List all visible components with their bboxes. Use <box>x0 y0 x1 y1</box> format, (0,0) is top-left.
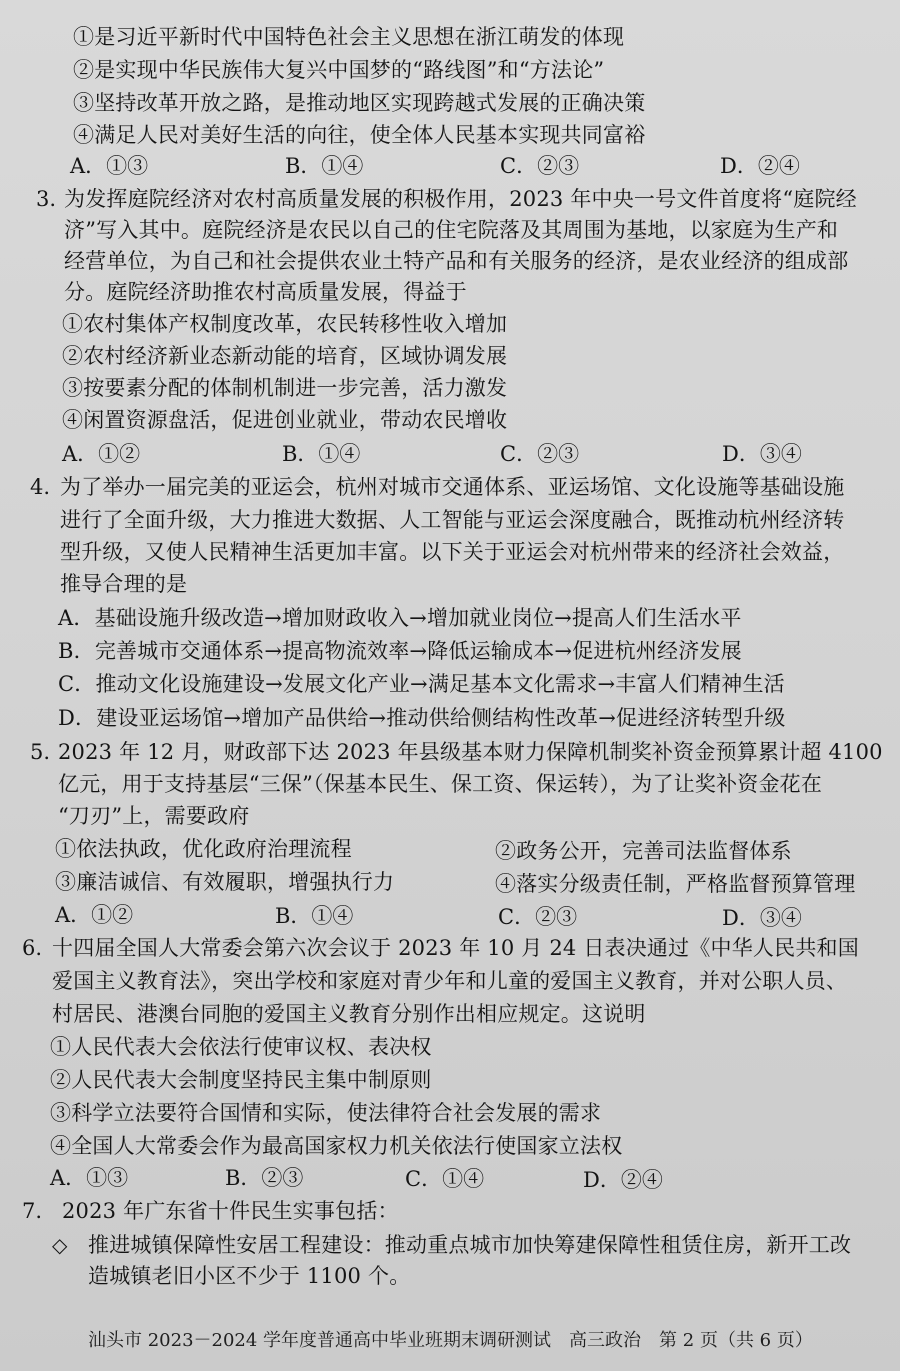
q2-choice-c: C．②③ <box>500 154 580 178</box>
q3-stem-line-1: 为发挥庭院经济对农村高质量发展的积极作用，2023 年中央一号文件首度将“庭院经 <box>64 187 857 211</box>
q2-choice-a: A．①③ <box>70 154 149 178</box>
q5-option-2: ②政务公开，完善司法监督体系 <box>495 839 792 863</box>
q5-stem-line-3: “刀刃”上，需要政府 <box>58 804 250 828</box>
q3-choice-d: D．③④ <box>722 442 802 466</box>
q5-choice-b: B．①④ <box>275 904 354 928</box>
q5-stem-line-1: 2023 年 12 月，财政部下达 2023 年县级基本财力保障机制奖补资金预算累计超 4100 <box>58 740 883 764</box>
q3-option-3: ③按要素分配的体制机制进一步完善，活力激发 <box>62 376 508 400</box>
q7-item-line-2: 造城镇老旧小区不少于 1100 个。 <box>88 1264 411 1288</box>
q6-option-2: ②人民代表大会制度坚持民主集中制原则 <box>50 1068 432 1092</box>
q4-stem-line-4: 推导合理的是 <box>60 572 188 596</box>
q3-choice-c: C．②③ <box>500 442 580 466</box>
q3-option-4: ④闲置资源盘活，促进创业就业，带动农民增收 <box>62 408 508 432</box>
q6-choice-c: C．①④ <box>405 1167 485 1191</box>
q2-choice-b: B．①④ <box>285 154 364 178</box>
q2-option-4: ④满足人民对美好生活的向往，使全体人民基本实现共同富裕 <box>73 123 646 147</box>
q5-option-1: ①依法执政，优化政府治理流程 <box>55 837 352 861</box>
q6-number: 6. <box>22 936 43 960</box>
q3-option-2: ②农村经济新业态新动能的培育，区域协调发展 <box>62 344 508 368</box>
q3-stem-line-4: 分。庭院经济助推农村高质量发展，得益于 <box>64 280 467 304</box>
q6-option-4: ④全国人大常委会作为最高国家权力机关依法行使国家立法权 <box>50 1134 623 1158</box>
q5-stem-line-2: 亿元，用于支持基层“三保”（保基本民生、保工资、保运转），为了让奖补资金花在 <box>58 772 823 796</box>
q5-choice-d: D．③④ <box>722 906 802 930</box>
q2-option-3: ③坚持改革开放之路，是推动地区实现跨越式发展的正确决策 <box>73 91 646 115</box>
q3-option-1: ①农村集体产权制度改革，农民转移性收入增加 <box>62 312 508 336</box>
q3-stem-line-3: 经营单位，为自己和社会提供农业土特产品和有关服务的经济，是农业经济的组成部 <box>64 249 849 273</box>
q5-option-4: ④落实分级责任制，严格监督预算管理 <box>495 872 856 896</box>
q5-number: 5. <box>30 740 51 764</box>
q4-number: 4. <box>30 475 51 499</box>
q4-option-a: A．基础设施升级改造→增加财政收入→增加就业岗位→提高人们生活水平 <box>58 606 742 630</box>
q6-choice-a: A．①③ <box>50 1166 129 1190</box>
q5-choice-c: C．②③ <box>498 905 578 929</box>
q4-option-b: B．完善城市交通体系→提高物流效率→降低运输成本→促进杭州经济发展 <box>58 639 742 663</box>
q2-option-2: ②是实现中华民族伟大复兴中国梦的“路线图”和“方法论” <box>73 58 605 82</box>
q7-item-line-1: 推进城镇保障性安居工程建设：推动重点城市加快筹建保障性租赁住房，新开工改 <box>88 1233 852 1257</box>
q3-choice-a: A．①② <box>62 442 141 466</box>
q5-choice-a: A．①② <box>55 903 134 927</box>
diamond-bullet-icon: ◇ <box>52 1233 68 1257</box>
q3-stem-line-2: 济”写入其中。庭院经济是农民以自己的住宅院落及其周围为基地，以家庭为生产和 <box>64 218 839 242</box>
q6-choice-b: B．②③ <box>225 1166 304 1190</box>
q5-option-3: ③廉洁诚信、有效履职，增强执行力 <box>55 870 395 894</box>
q2-option-1: ①是习近平新时代中国特色社会主义思想在浙江萌发的体现 <box>73 25 625 49</box>
q6-stem-line-2: 爱国主义教育法》，突出学校和家庭对青少年和儿童的爱国主义教育，并对公职人员、 <box>52 969 848 993</box>
q4-stem-line-2: 进行了全面升级，大力推进大数据、人工智能与亚运会深度融合，既推动杭州经济转 <box>60 508 845 532</box>
q6-option-1: ①人民代表大会依法行使审议权、表决权 <box>50 1035 432 1059</box>
q6-stem-line-3: 村居民、港澳台同胞的爱国主义教育分别作出相应规定。这说明 <box>52 1002 646 1026</box>
q2-choice-d: D．②④ <box>720 154 800 178</box>
q6-choice-d: D．②④ <box>583 1168 663 1192</box>
q4-stem-line-1: 为了举办一届完美的亚运会，杭州对城市交通体系、亚运场馆、文化设施等基础设施 <box>60 475 845 499</box>
q4-stem-line-3: 型升级，又使人民精神生活更加丰富。以下关于亚运会对杭州带来的经济社会效益， <box>60 540 845 564</box>
q7-number: 7. <box>22 1199 43 1223</box>
page-footer: 汕头市 2023－2024 学年度普通高中毕业班期末调研测试 高三政治 第 2 页（共 6 页） <box>88 1330 813 1351</box>
q3-choice-b: B．①④ <box>282 442 361 466</box>
q4-option-c: C．推动文化设施建设→发展文化产业→满足基本文化需求→丰富人们精神生活 <box>58 672 785 696</box>
q4-option-d: D．建设亚运场馆→增加产品供给→推动供给侧结构性改革→促进经济转型升级 <box>58 706 786 730</box>
q6-option-3: ③科学立法要符合国情和实际，使法律符合社会发展的需求 <box>50 1101 602 1125</box>
q6-stem-line-1: 十四届全国人大常委会第六次会议于 2023 年 10 月 24 日表决通过《中华人民共和国 <box>52 936 859 960</box>
q3-number: 3. <box>36 187 57 211</box>
q7-stem-line-1: 2023 年广东省十件民生实事包括： <box>62 1199 399 1223</box>
